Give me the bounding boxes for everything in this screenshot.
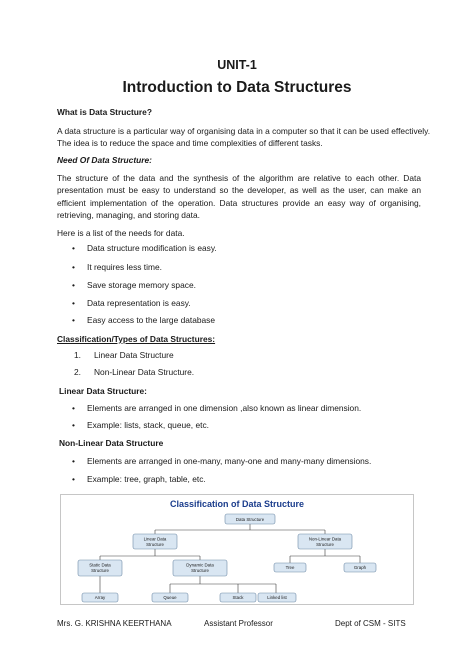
need-item: Save storage memory space. [87, 280, 196, 290]
classification-diagram [60, 494, 414, 605]
footer-role: Assistant Professor [204, 619, 273, 628]
bullet-icon: • [72, 474, 75, 484]
linear-heading: Linear Data Structure: [59, 386, 147, 396]
diagram-frame [61, 495, 414, 605]
label-nonlinear-2: Structure [316, 542, 334, 547]
need-list-intro: Here is a list of the needs for data. [57, 228, 185, 238]
need-item: Data representation is easy. [87, 298, 191, 308]
nonlinear-item: Example: tree, graph, table, etc. [87, 474, 206, 484]
bullet-icon: • [72, 315, 75, 325]
label-dynamic-2: Structure [191, 568, 209, 573]
diagram-title: Classification of Data Structure [169, 499, 305, 509]
label-queue: Queue [163, 595, 177, 600]
nonlinear-item: Elements are arranged in one-many, many-one and many-many dimensions. [87, 456, 372, 466]
bullet-icon: • [72, 298, 75, 308]
unit-label: UNIT-1 [217, 58, 257, 72]
label-linear-2: Structure [146, 542, 164, 547]
bullet-icon: • [72, 403, 75, 413]
footer-author: Mrs. G. KRISHNA KEERTHANA [57, 619, 172, 628]
footer-dept: Dept of CSM - SITS [335, 619, 406, 628]
classification-number: 2. [74, 367, 81, 377]
classification-heading: Classification/Types of Data Structures: [57, 334, 216, 344]
bullet-icon: • [72, 456, 75, 466]
need-heading: Need Of Data Structure: [57, 155, 152, 165]
need-item: It requires less time. [87, 262, 162, 272]
label-static-1: Static Data [89, 562, 111, 568]
label-linked-list: Linked list [267, 595, 287, 600]
bullet-icon: • [72, 280, 75, 290]
label-tree: Tree [285, 565, 295, 570]
label-stack: Stack [232, 595, 244, 600]
nonlinear-heading: Non-Linear Data Structure [59, 438, 164, 448]
label-graph: Graph [353, 565, 367, 570]
bullet-icon: • [72, 262, 75, 272]
bullet-icon: • [72, 420, 75, 430]
linear-item: Example: lists, stack, queue, etc. [87, 420, 209, 430]
intro-line-2: The idea is to reduce the space and time complexities of different tasks. [57, 138, 323, 148]
label-nonlinear-1: Non-Linear Data [308, 536, 342, 542]
label-linear-1: Linear Data [143, 536, 167, 542]
need-item: Data structure modification is easy. [87, 243, 217, 253]
page-title: Introduction to Data Structures [122, 79, 352, 96]
intro-line-1: A data structure is a particular way of organising data in a computer so that it can be used effectively. [57, 126, 431, 136]
linear-item: Elements are arranged in one dimension ,also known as linear dimension. [87, 403, 362, 413]
need-item: Easy access to the large database [87, 315, 216, 325]
need-paragraph: The structure of the data and the synthesis of the algorithm are relative to each other. Data presentation must be easy to understand so the developer, as well as the user, can make an efficient implementation of the operation. Data structures provide an easy way of organising, retrieving, managing, and storing data. [57, 173, 421, 221]
classification-item: Linear Data Structure [94, 350, 174, 360]
bullet-icon: • [72, 243, 75, 253]
label-array: Array [94, 595, 106, 600]
label-dynamic-1: Dynamic Data [186, 562, 214, 568]
intro-heading: What is Data Structure? [57, 107, 152, 117]
label-data-structure: Data Structure [235, 517, 265, 522]
classification-item: Non-Linear Data Structure. [94, 367, 195, 377]
classification-number: 1. [74, 350, 81, 360]
label-static-2: Structure [91, 568, 109, 573]
